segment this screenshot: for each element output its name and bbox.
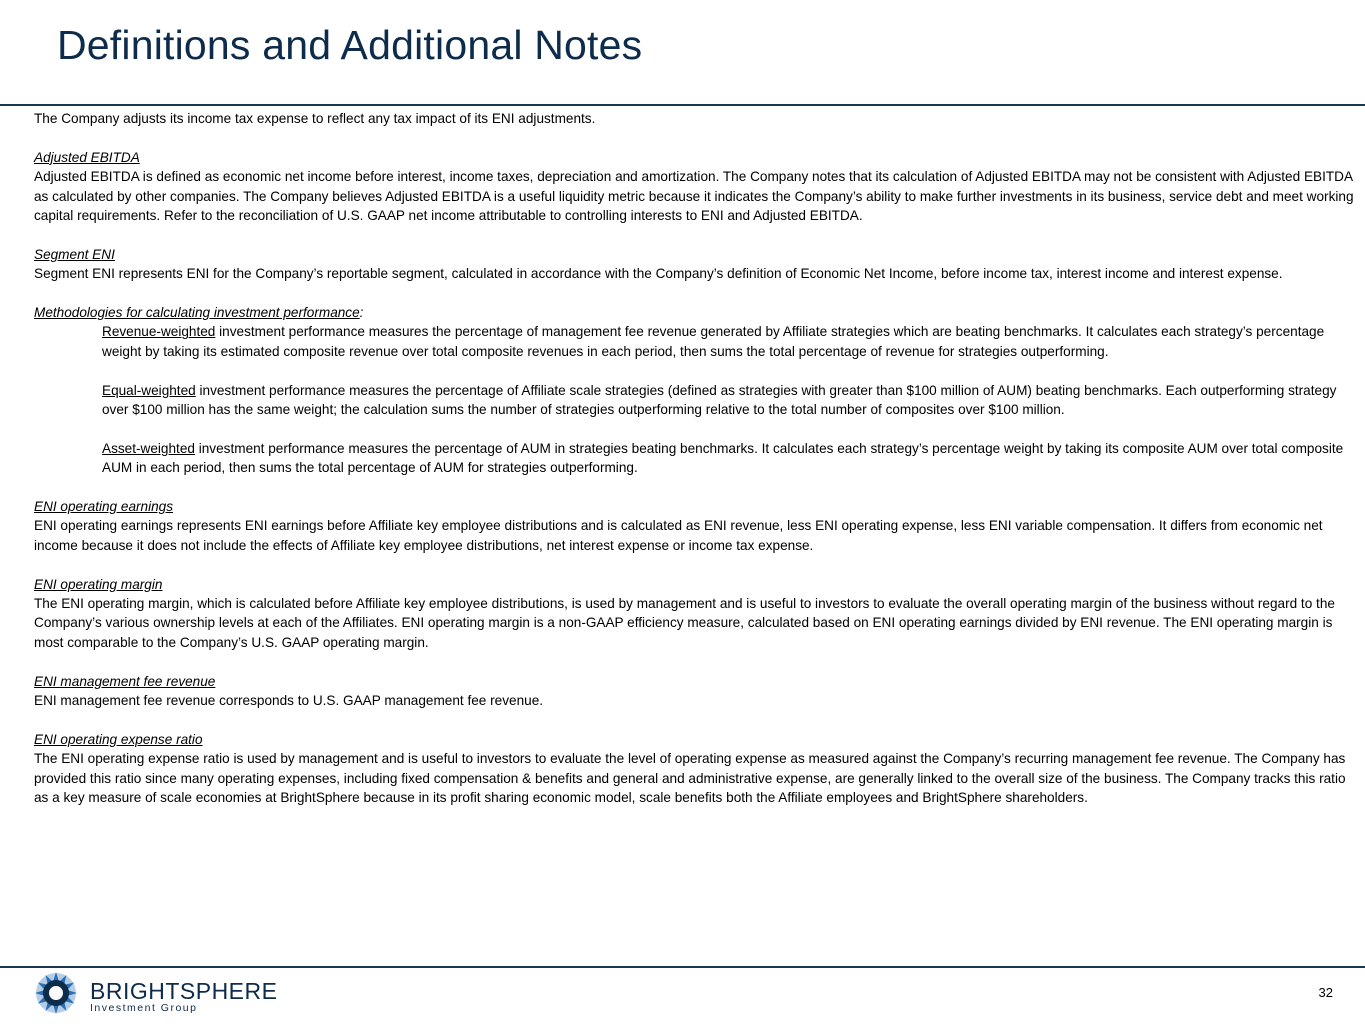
page-number: 32 xyxy=(1318,985,1333,1000)
page-title: Definitions and Additional Notes xyxy=(57,22,643,68)
section-methodologies xyxy=(34,303,1358,478)
section-heading: Adjusted EBITDA xyxy=(34,149,140,165)
methodology-item-asset-weighted xyxy=(34,439,1358,478)
section-heading: ENI management fee revenue xyxy=(34,673,216,689)
section-body: ENI management fee revenue corresponds to U.S. GAAP management fee revenue. xyxy=(34,693,544,709)
methodology-item-equal-weighted xyxy=(34,381,1358,420)
section-eni-operating-margin xyxy=(34,575,1358,653)
section-body: Segment ENI represents ENI for the Company’s reportable segment, calculated in accordance with the Company’s definition of Economic Net Income, before income tax, interest income and interest expense. xyxy=(34,266,1283,282)
methodology-term: Revenue-weighted xyxy=(102,324,216,340)
section-heading: ENI operating earnings xyxy=(34,499,174,515)
section-heading: Methodologies for calculating investment performance xyxy=(34,305,360,321)
section-heading: Segment ENI xyxy=(34,246,115,262)
sunburst-logo-icon xyxy=(34,971,78,1015)
section-body: The ENI operating expense ratio is used by management and is useful to investors to evaluate the level of operating expense as measured against the Company’s recurring management fee revenue. The Company has provided this ratio since many operating expenses, including fixed compensation & benefits and general and administrative expense, are generally linked to the overall size of the business. The Company tracks this ratio as a key measure of scale economies at BrightSphere because in its profit sharing economic model, scale benefits both the Affiliate employees and BrightSphere shareholders. xyxy=(34,751,1346,806)
section-segment-eni xyxy=(34,245,1358,284)
footer-divider xyxy=(0,966,1365,968)
methodology-item-revenue-weighted xyxy=(34,322,1358,361)
section-heading: ENI operating expense ratio xyxy=(34,731,203,747)
methodology-term: Equal-weighted xyxy=(102,382,196,398)
intro-text: The Company adjusts its income tax expense to reflect any tax impact of its ENI adjustments. xyxy=(34,111,596,126)
logo-name: BRIGHTSPHERE xyxy=(90,978,278,1004)
section-body: The ENI operating margin, which is calculated before Affiliate key employee distributions, is used by management and is useful to investors to evaluate the overall operating margin of the business without regard to the Company’s various ownership levels at each of the Affiliates. ENI operating margin is a non-GAAP efficiency measure, calculated based on ENI operating earnings divided by ENI revenue. The ENI operating margin is most comparable to the Company’s U.S. GAAP operating margin. xyxy=(34,596,1335,650)
methodology-text: investment performance measures the percentage of management fee revenue generated by Affiliate strategies which are beating benchmarks. It calculates each strategy’s percentage weight by taking its estimated composite revenue over total composite revenues in each period, then sums the total percentage of revenue for strategies outperforming. xyxy=(102,324,1325,359)
section-adjusted-ebitda xyxy=(34,148,1358,226)
section-body: Adjusted EBITDA is defined as economic net income before interest, income taxes, depreciation and amortization. The Company notes that its calculation of Adjusted EBITDA may not be consistent with Adjusted EBITDA as calculated by other companies. The Company believes Adjusted EBITDA is a useful liquidity metric because it indicates the Company’s ability to make further investments in its business, service debt and meet working capital requirements. Refer to the reconciliation of U.S. GAAP net income attributable to controlling interests to ENI and Adjusted EBITDA. xyxy=(34,169,1354,224)
section-eni-management-fee-revenue xyxy=(34,672,1358,711)
methodology-term: Asset-weighted xyxy=(102,440,195,456)
company-logo xyxy=(34,970,278,1020)
definitions-content xyxy=(34,109,1358,807)
header-divider xyxy=(0,104,1365,106)
section-heading: ENI operating margin xyxy=(34,576,163,592)
methodology-text: investment performance measures the percentage of Affiliate scale strategies (defined as strategies with greater than $100 million of AUM) beating benchmarks. Each outperforming strategy over $100 million has the same weight; the calculation sums the number of strategies outperforming relative to the total number of composites over $100 million. xyxy=(102,382,1337,418)
section-eni-operating-earnings xyxy=(34,497,1358,555)
section-body: ENI operating earnings represents ENI earnings before Affiliate key employee distributions and is calculated as ENI revenue, less ENI operating expense, less ENI variable compensation. It differs from economic net income because it does not include the effects of Affiliate key employee distributions, net interest expense or income tax expense. xyxy=(34,518,1323,553)
methodology-text: investment performance measures the percentage of AUM in strategies beating benchmarks. It calculates each strategy’s percentage weight by taking its composite AUM over total composite AUM in each period, then sums the total percentage of AUM for strategies outperforming. xyxy=(102,440,1344,476)
heading-colon: : xyxy=(359,305,364,321)
section-eni-operating-expense-ratio xyxy=(34,730,1358,808)
logo-subtitle: Investment Group xyxy=(90,1002,198,1014)
